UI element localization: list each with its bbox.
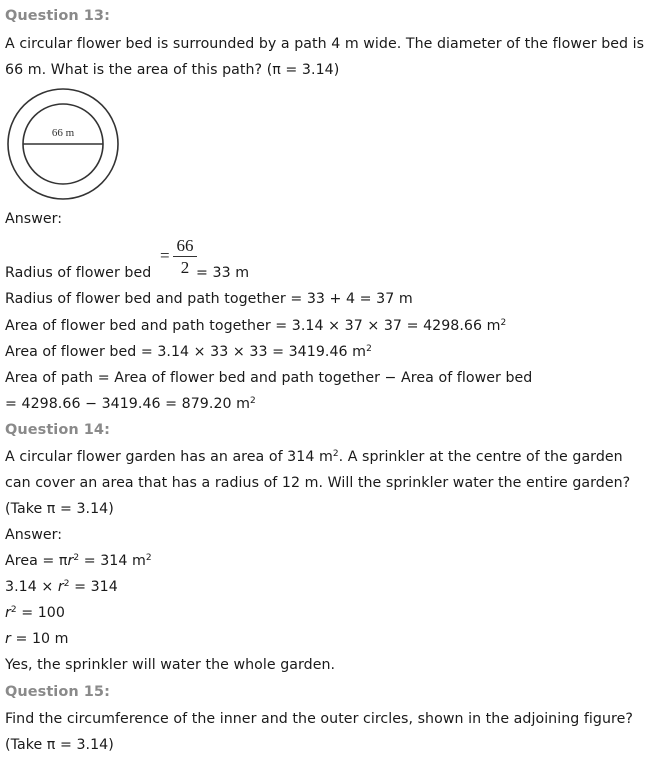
- question-heading: Question 13:: [5, 8, 110, 24]
- answer-line: = 4298.66 − 3419.46 = 879.20 $m^2$: [5, 396, 256, 412]
- answer-line: $3.14 \times r^2 = 314$: [5, 579, 118, 595]
- answer-line: Area = $\pi r^2 = 314$ $m^2$: [5, 553, 152, 569]
- question-text: Find the circumference of the inner and the outer circles, shown in the adjoining figure?: [5, 711, 633, 727]
- answer-label: Answer:: [5, 527, 63, 543]
- question-text: (Take π = 3.14): [5, 737, 114, 753]
- answer-line: r = 10 m: [5, 631, 69, 647]
- question-text: (Take π = 3.14): [5, 501, 114, 517]
- question-text: A circular flower bed is surrounded by a path 4 m wide. The diameter of the flower bed is: [5, 36, 645, 52]
- diameter-label: 66 m: [51, 127, 75, 139]
- answer-line: Area of flower bed = 3.14 × 33 × 33 = 3419.46 $m^2$: [5, 344, 372, 360]
- answer-line: = 33 m: [196, 265, 250, 281]
- answer-line: Radius of flower bed: [5, 265, 152, 281]
- concentric-circles-figure: [5, 88, 123, 204]
- answer-line: Area of path = Area of flower bed and path together − Area of flower bed: [5, 370, 533, 386]
- answer-line: Radius of flower bed and path together = 33 + 4 = 37 m: [5, 291, 413, 307]
- question-heading: Question 15:: [5, 684, 110, 700]
- question-heading: Question 14:: [5, 422, 110, 438]
- answer-conclusion: Yes, the sprinkler will water the whole garden.: [5, 657, 336, 673]
- answer-line: Area of flower bed and path together = 3.14 × 37 × 37 = 4298.66 $m^2$: [5, 318, 507, 334]
- question-text: can cover an area that has a radius of 12 m. Will the sprinkler water the entire garden?: [5, 475, 631, 491]
- question-text: 66 m. What is the area of this path? (π = 3.14): [5, 62, 340, 78]
- answer-line: $r^2 = 100$: [5, 605, 65, 621]
- question-text: A circular flower garden has an area of 314 $m^2$. A sprinkler at the centre of the garden: [5, 449, 623, 465]
- answer-label: Answer:: [5, 211, 63, 227]
